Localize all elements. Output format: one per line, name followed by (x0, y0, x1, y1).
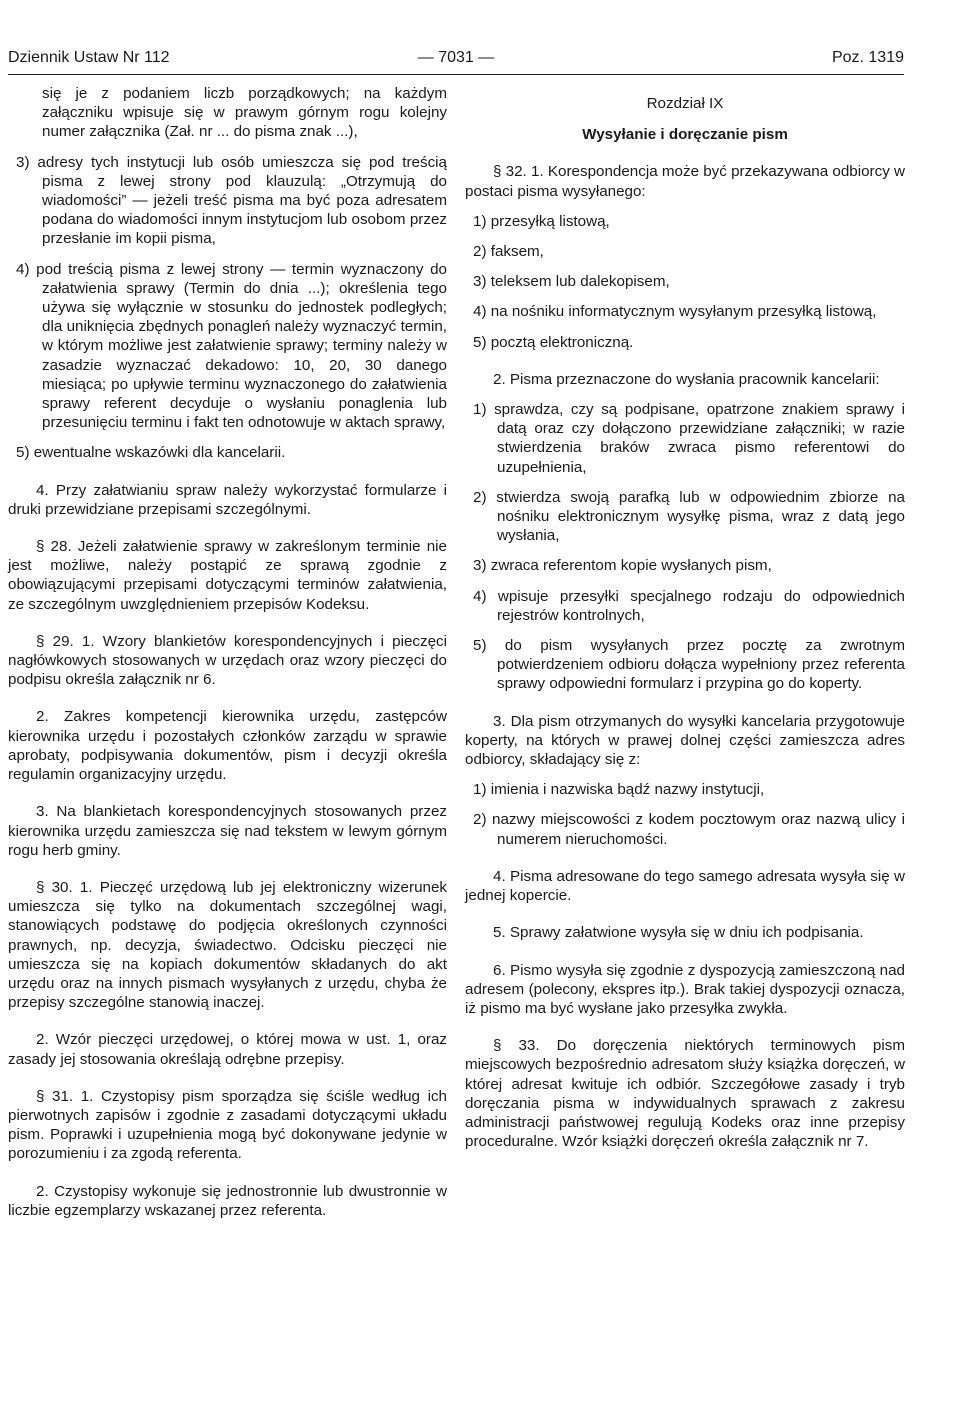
list-item: 1) przesyłką listową, (473, 212, 610, 230)
paragraph: § 31. 1. Czystopisy pism sporządza się ściśle według ich pierwotnych zapisów i zgodnie z zasadami dotyczącymi układu pism. Poprawki i uzupełnienia mogą być dokonywane jedynie w porozumieniu i za zgodą referenta. (8, 1087, 447, 1163)
list-item: 5) pocztą elektroniczną. (473, 333, 634, 351)
paragraph: się je z podaniem liczb porządkowych; na każdym załączniku wpisuje się w prawym górnym rogu kolejny numer załącznika (Zał. nr ... do pisma znak ...), (42, 85, 447, 141)
list-item: 3) adresy tych instytucji lub osób umieszcza się pod treścią pisma z lewej strony pod klauzulą: „Otrzymują do wiadomości” — jeżeli treść pisma ma być poza adresatem podana do wiadomości innym instytucjom lub osobom przez przesłanie im kopii pisma, (16, 153, 447, 248)
page-header (8, 48, 904, 68)
list-item: 2) nazwy miejscowości z kodem pocztowym oraz nazwą ulicy i numerem nieruchomości. (473, 811, 905, 848)
journal-title: Dziennik Ustaw Nr 112 (8, 49, 170, 66)
paragraph: 2. Pisma przeznaczone do wysłania pracownik kancelarii: (493, 370, 880, 388)
list-item: 3) zwraca referentom kopie wysłanych pism, (473, 557, 772, 575)
paragraph: 4. Przy załatwianiu spraw należy wykorzystać formularze i druki przewidziane przepisami szczególnymi. (8, 481, 447, 518)
paragraph: § 33. Do doręczenia niektórych terminowych pism miejscowych bezpośrednio adresatom służy książka doręczeń, w której adresat kwituje ich odbiór. Szczegółowe zasady i tryb doręczania pisma w indywidualnych sprawach z zakresu administracji państwowej regulują Kodeks oraz inne przepisy proceduralne. Wzór książki doręczeń określa załącznik nr 7. (465, 1037, 905, 1151)
paragraph: 2. Czystopisy wykonuje się jednostronnie lub dwustronnie w liczbie egzemplarzy wskazanej przez referenta. (8, 1182, 447, 1219)
paragraph: 6. Pismo wysyła się zgodnie z dyspozycją zamieszczoną nad adresem (polecony, ekspres itp.). Brak takiej dyspozycji oznacza, iż pismo ma być wysłane jako przesyłka zwykła. (465, 961, 905, 1017)
list-item: 4) pod treścią pisma z lewej strony — termin wyznaczony do załatwienia sprawy (Termin do dnia ...); określenia tego używa się wyłącznie w stosunku do jednostek podległych; dla uniknięcia zbędnych ponagleń należy wyznaczyć termin, w którym możliwe jest załatwienie sprawy; terminy należy w zasadzie wyznaczać dekadowo: 10, 20, 30 danego miesiąca; po upływie terminu wyznaczonego do załatwienia sprawy referent decyduje o wysłaniu ponaglenia lub przesunięciu terminu i fakt ten odnotowuje w aktach sprawy, (16, 260, 447, 432)
paragraph: § 29. 1. Wzory blankietów korespondencyjnych i pieczęci nagłówkowych stosowanych w urzędach oraz wzory pieczęci do podpisu określa załącznik nr 6. (8, 632, 447, 689)
paragraph: § 30. 1. Pieczęć urzędową lub jej elektroniczny wizerunek umieszcza się tylko na dokumentach szczególnej wagi, stanowiących podstawę do podjęcia określonych czynności prawnych, np. decyzja, świadectwo. Odcisku pieczęci nie umieszcza się na kopiach dokumentów składanych do akt urzędu oraz na innych pismach wysyłanych z urzędu, chyba że przepisy szczególne stanowią inaczej. (8, 878, 447, 1012)
list-item: 5) do pism wysyłanych przez pocztę za zwrotnym potwierdzeniem odbioru dołącza wypełniony przez referenta sprawy odpowiedni formularz i przypina go do koperty. (473, 637, 905, 693)
header-rule (8, 74, 904, 75)
list-item: 4) na nośniku informatycznym wysyłanym przesyłką listową, (473, 303, 877, 321)
list-item: 3) teleksem lub dalekopisem, (473, 273, 670, 291)
paragraph: 2. Zakres kompetencji kierownika urzędu, zastępców kierownika urzędu i pozostałych członków zarządu w sprawie aprobaty, podpisywania dokumentów, pism i decyzji określa regulamin organizacyjny urzędu. (8, 708, 447, 784)
chapter-title: Wysyłanie i doręczanie pism (582, 126, 788, 144)
item-number: Poz. 1319 (831, 49, 904, 66)
list-item: 2) stwierdza swoją parafką lub w odpowiednim zbiorze na nośniku elektronicznym wysyłkę pisma, wraz z datą jego wysłania, (473, 488, 905, 545)
list-item: 2) faksem, (473, 243, 544, 261)
chapter-heading: Rozdział IX (646, 95, 724, 112)
right-column (465, 84, 905, 1151)
paragraph: 3. Na blankietach korespondencyjnych stosowanych przez kierownika urzędu zamieszcza się nad tekstem w lewym górnym rogu herb gminy. (8, 803, 447, 859)
paragraph: 2. Wzór pieczęci urzędowej, o której mowa w ust. 1, oraz zasady jej stosowania określają odrębne przepisy. (8, 1031, 447, 1068)
page-number: — 7031 — (417, 49, 495, 66)
paragraph: 5. Sprawy załatwione wysyła się w dniu ich podpisania. (493, 924, 864, 942)
list-item: 1) sprawdza, czy są podpisane, opatrzone znakiem sprawy i datą oraz czy dołączono przewidziane załączniki; w razie stwierdzenia braków zwraca pismo referentowi do uzupełnienia, (473, 401, 905, 476)
paragraph: 4. Pisma adresowane do tego samego adresata wysyła się w jednej kopercie. (465, 867, 905, 905)
paragraph: § 28. Jeżeli załatwienie sprawy w zakreślonym terminie nie jest możliwe, należy postąpić ze sprawą zgodnie z obowiązującymi przepisami dotyczącymi terminów załatwienia, ze szczególnym uwzględnieniem przepisów Kodeksu. (8, 538, 447, 613)
list-item: 5) ewentualne wskazówki dla kancelarii. (16, 444, 286, 462)
list-item: 4) wpisuje przesyłki specjalnego rodzaju do odpowiednich rejestrów kontrolnych, (473, 587, 905, 624)
paragraph: § 32. 1. Korespondencja może być przekazywana odbiorcy w postaci pisma wysyłanego: (465, 163, 905, 200)
left-column (8, 84, 447, 1220)
list-item: 1) imienia i nazwiska bądź nazwy instytucji, (473, 781, 765, 799)
paragraph: 3. Dla pism otrzymanych do wysyłki kancelaria przygotowuje koperty, na których w prawej dolnej części zamieszcza adres odbiorcy, składający się z: (465, 712, 905, 769)
